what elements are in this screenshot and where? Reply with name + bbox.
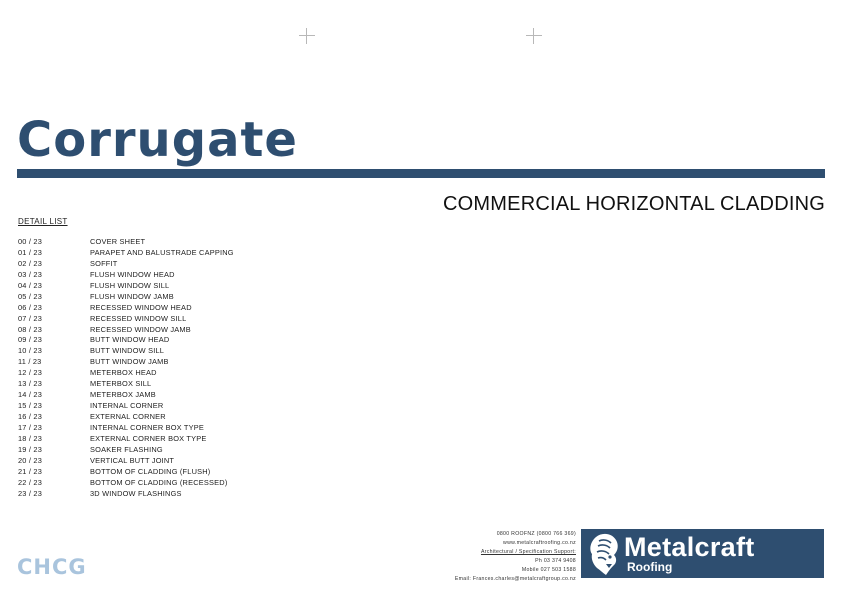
detail-name: BUTT WINDOW JAMB bbox=[90, 357, 169, 367]
detail-name: RECESSED WINDOW HEAD bbox=[90, 302, 192, 312]
contact-website[interactable]: www.metalcraftroofing.co.nz bbox=[503, 539, 576, 546]
detail-name: PARAPET AND BALUSTRADE CAPPING bbox=[90, 247, 234, 257]
detail-number: 14 / 23 bbox=[18, 390, 43, 400]
detail-name: BOTTOM OF CLADDING (FLUSH) bbox=[90, 466, 211, 476]
detail-row bbox=[18, 303, 234, 314]
detail-number: 15 / 23 bbox=[18, 401, 43, 411]
detail-row bbox=[18, 489, 234, 500]
detail-row bbox=[18, 357, 234, 368]
detail-number: 13 / 23 bbox=[18, 379, 43, 389]
detail-row bbox=[18, 368, 234, 379]
lion-icon bbox=[586, 531, 622, 577]
detail-row bbox=[18, 401, 234, 412]
detail-number: 20 / 23 bbox=[18, 455, 43, 465]
detail-name: BOTTOM OF CLADDING (RECESSED) bbox=[90, 477, 228, 487]
detail-row bbox=[18, 346, 234, 357]
detail-number: 03 / 23 bbox=[18, 269, 43, 279]
document-title: Corrugate bbox=[17, 112, 298, 168]
detail-row bbox=[18, 325, 234, 336]
contact-support-heading: Architectural / Specification Support: bbox=[480, 548, 576, 555]
detail-number: 10 / 23 bbox=[18, 346, 43, 356]
detail-number: 21 / 23 bbox=[18, 466, 43, 476]
detail-name: FLUSH WINDOW SILL bbox=[90, 280, 170, 290]
detail-name: 3D WINDOW FLASHINGS bbox=[90, 488, 182, 498]
detail-name: FLUSH WINDOW JAMB bbox=[90, 291, 174, 301]
detail-name: INTERNAL CORNER bbox=[90, 401, 164, 411]
detail-name: INTERNAL CORNER BOX TYPE bbox=[90, 422, 205, 432]
detail-name: SOFFIT bbox=[90, 258, 118, 268]
detail-number: 08 / 23 bbox=[18, 324, 43, 334]
detail-number: 06 / 23 bbox=[18, 302, 43, 312]
detail-row bbox=[18, 456, 234, 467]
detail-name: FLUSH WINDOW HEAD bbox=[90, 269, 175, 279]
detail-number: 04 / 23 bbox=[18, 280, 43, 290]
detail-row bbox=[18, 270, 234, 281]
detail-list bbox=[18, 237, 234, 500]
detail-row bbox=[18, 423, 234, 434]
detail-row bbox=[18, 478, 234, 489]
detail-name: BUTT WINDOW SILL bbox=[90, 346, 165, 356]
detail-row bbox=[18, 281, 234, 292]
detail-number: 02 / 23 bbox=[18, 258, 43, 268]
detail-row bbox=[18, 335, 234, 346]
detail-name: METERBOX SILL bbox=[90, 379, 152, 389]
detail-number: 16 / 23 bbox=[18, 412, 43, 421]
detail-row bbox=[18, 434, 234, 445]
detail-row bbox=[18, 379, 234, 390]
detail-number: 22 / 23 bbox=[18, 477, 43, 487]
detail-number: 18 / 23 bbox=[18, 433, 43, 443]
detail-row bbox=[18, 390, 234, 401]
logo-sub: Roofing bbox=[627, 560, 673, 574]
detail-row bbox=[18, 467, 234, 478]
detail-name: RECESSED WINDOW JAMB bbox=[90, 324, 191, 334]
logo-brand: Metalcraft bbox=[624, 532, 755, 562]
contact-email[interactable]: Email: Frances.charles@metalcraftgroup.co.nz bbox=[454, 575, 576, 582]
detail-row bbox=[18, 292, 234, 303]
detail-number: 05 / 23 bbox=[18, 291, 43, 301]
contact-block bbox=[455, 530, 576, 583]
title-rule bbox=[17, 169, 825, 178]
detail-row bbox=[18, 314, 234, 325]
detail-list-heading: DETAIL LIST bbox=[18, 217, 68, 226]
contact-phone: 0800 ROOFNZ (0800 766 369) bbox=[496, 531, 576, 537]
detail-row bbox=[18, 259, 234, 270]
detail-number: 12 / 23 bbox=[18, 368, 43, 378]
detail-name: METERBOX HEAD bbox=[90, 368, 157, 378]
detail-name: BUTT WINDOW HEAD bbox=[90, 335, 170, 345]
detail-number: 11 / 23 bbox=[18, 357, 42, 367]
detail-number: 19 / 23 bbox=[18, 444, 43, 454]
detail-number: 07 / 23 bbox=[18, 313, 43, 323]
detail-number: 23 / 23 bbox=[18, 488, 43, 498]
detail-number: 00 / 23 bbox=[18, 237, 43, 246]
detail-name: COVER SHEET bbox=[90, 237, 146, 246]
detail-name: VERTICAL BUTT JOINT bbox=[90, 455, 175, 465]
detail-row bbox=[18, 412, 234, 423]
contact-mobile: Mobile 027 503 1588 bbox=[521, 566, 576, 573]
detail-row bbox=[18, 248, 234, 259]
metalcraft-logo bbox=[581, 529, 824, 578]
detail-number: 01 / 23 bbox=[18, 247, 43, 257]
detail-name: RECESSED WINDOW SILL bbox=[90, 313, 187, 323]
detail-name: EXTERNAL CORNER bbox=[90, 412, 166, 421]
detail-row bbox=[18, 445, 234, 456]
detail-name: METERBOX JAMB bbox=[90, 390, 156, 400]
detail-name: SOAKER FLASHING bbox=[90, 444, 163, 454]
crop-mark-right bbox=[526, 28, 542, 44]
chcg-label: CHCG bbox=[17, 555, 87, 579]
crop-mark-left bbox=[299, 28, 315, 44]
detail-name: EXTERNAL CORNER BOX TYPE bbox=[90, 433, 207, 443]
detail-row bbox=[18, 237, 234, 248]
document-subtitle: COMMERCIAL HORIZONTAL CLADDING bbox=[443, 193, 825, 215]
detail-number: 17 / 23 bbox=[18, 422, 43, 432]
detail-number: 09 / 23 bbox=[18, 335, 43, 345]
contact-ph: Ph 03 374 9408 bbox=[535, 557, 576, 564]
